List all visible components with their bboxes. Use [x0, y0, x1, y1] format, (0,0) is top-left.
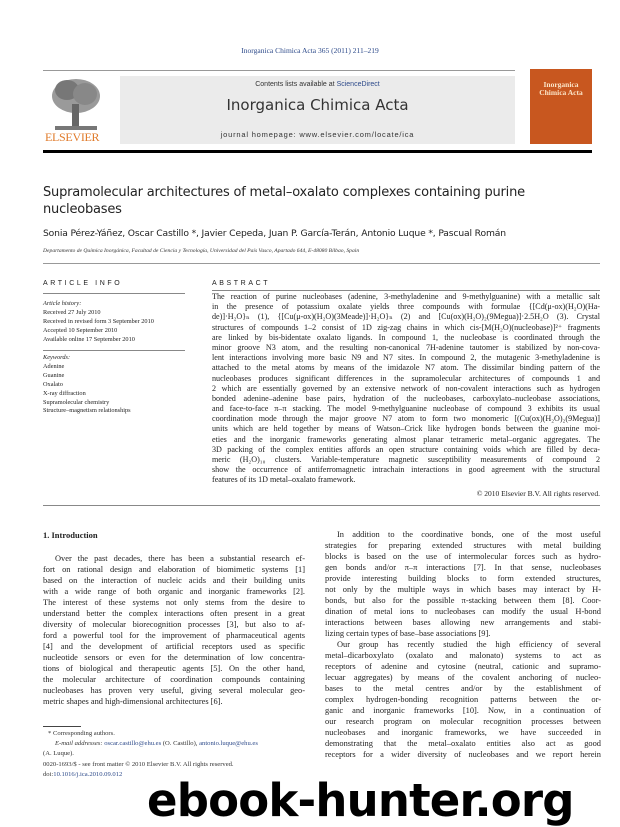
text-line: strategies for preparing extended structures with metal building [325, 541, 601, 550]
footnotes [43, 729, 305, 780]
text-line: complex hydrogen-bonding recognition patterns between the or- [325, 695, 601, 704]
history-label: Article history: [43, 300, 82, 307]
text-line: and face-to-face π–π stacking. The model 9-methylguanine nucleobase of compound 3 exhibits its usual [212, 404, 600, 414]
text-line: show the occurrence of antiferromagnetic intrachain interactions in good agreement with the structural [212, 465, 600, 475]
text-line: nucleobases has proven very useful, giving several molecular geo- [43, 686, 305, 695]
keyword: Guanine [43, 371, 65, 379]
text-line: 3D packing of the complex entities affords an open structure containing voids which are filled by deca- [212, 444, 600, 454]
text-line: The reaction of purine nucleobases (adenine, 3-methyladenine and 9-methylguanine) with a metallic salt [212, 292, 600, 301]
divider [212, 290, 600, 291]
front-matter: 0020-1693/$ - see front matter © 2010 Elsevier B.V. All rights reserved. [43, 761, 234, 768]
copyright: © 2010 Elsevier B.V. All rights reserved. [476, 489, 600, 498]
journal-reference: Inorganica Chimica Acta 365 (2011) 211–219 [241, 46, 379, 55]
text-line: In addition to the coordinative bonds, one of the most useful [337, 530, 601, 539]
text-line: interactions between bases allowing new arrangements and stabi- [325, 618, 601, 627]
text-line: metric shapes and high-dimensional architectures [6]. [43, 697, 223, 706]
journal-homepage[interactable]: journal homepage: www.elsevier.com/locate/ica [220, 130, 415, 139]
text-line: 2 which are essentially governed by an extensive network of non-covalent interactions such as hydrogen [212, 383, 600, 393]
text-line: bonded adenine–adenine base pairs, hydration of the nucleobases, carboxylato–nucleobase associations, [212, 393, 600, 403]
watermark: ebook-hunter.org [147, 774, 574, 827]
text-line: with a wide range of both organic and inorganic frameworks [2]. [43, 587, 305, 596]
sciencedirect-link[interactable]: ScienceDirect [336, 81, 380, 88]
text-line: fort on rational design and elaboration of biomimetic systems [1] [43, 565, 305, 574]
text-line: blocks is based on the use of intermolecular forces such as hydro- [325, 552, 601, 561]
keyword: Adenine [43, 362, 65, 370]
text-line: coordination mode through the major groove N7 atom to form two monomeric [(Cu(ox)(H₂O)₂(9Megua)] [212, 414, 600, 424]
text-line: demonstrating that the metal–oxalato entities also act as good [325, 739, 601, 748]
abstract-heading: ABSTRACT [212, 280, 271, 287]
divider [43, 263, 600, 264]
history-item: Accepted 10 September 2010 [43, 326, 118, 334]
intro-right-column [325, 529, 601, 760]
email-link[interactable]: oscar.castillo@ehu.es [104, 740, 162, 747]
text-line: lecuar aggregates) by means of the covalent anchoring of nucleo- [325, 673, 601, 682]
section-heading: 1. Introduction [43, 530, 98, 540]
text-line: The interest of these systems not only stems from the desire to [43, 598, 305, 607]
keywords [43, 354, 188, 416]
intro-left-column [43, 553, 305, 707]
text-line: Over the past decades, there has been a substantial research ef- [55, 554, 305, 563]
divider [43, 293, 185, 294]
text-line: diversity of molecular biorecognition processes [3], but also to af- [43, 620, 305, 629]
history-item: Received 27 July 2010 [43, 308, 101, 316]
author-list: Sonia Pérez-Yáñez, Oscar Castillo *, Javier Cepeda, Juan P. García-Terán, Antonio Luque *, Pascual Román [43, 228, 506, 239]
text-line: Our group has recently studied the high efficiency of several [337, 640, 601, 649]
text-line: receptors for a wider diversity of nucleobases and we report herein [325, 750, 601, 759]
text-line: lent interactions involving more basic N9 and N7 sites. In compound 2, the mutagenic 3-methyladenine is [212, 353, 600, 363]
article-title: Supramolecular architectures of metal–oxalato complexes containing purine nucleobases [43, 185, 525, 217]
affiliation: Departamento de Química Inorgánica, Facultad de Ciencia y Tecnología, Universidad del País Vasco, Apartado 644, E-48080 Bilbao, Spain [43, 248, 360, 254]
text-line: dination of metal ions to nucleobases can modify the usual H-bond [325, 607, 601, 616]
journal-cover [530, 69, 592, 144]
text-line: attached to the metal atoms by means of the imidazole N7 atom. The dissimilar binding pattern of the [212, 363, 600, 373]
divider [43, 505, 600, 506]
text-line: metal–dicarboxylato (oxalato and malonato) systems to act as [325, 651, 601, 660]
text-line: based on the interaction of nucleic acids and their building units [43, 576, 305, 585]
contents-prefix: Contents lists available at [255, 81, 337, 88]
text-line: ford a powerful tool for the improvement of pharmaceutical agents [43, 631, 305, 640]
keyword: Supramolecular chemistry [43, 398, 110, 406]
abstract-body [212, 292, 600, 486]
text-line: lizing certain types of base–base associations [9]. [325, 629, 491, 638]
text-line: eties and the inorganic frameworks generating almost planar tetrameric metal–organic aggregates. The [212, 434, 600, 444]
doi-prefix: doi: [43, 771, 54, 778]
footnote-divider [43, 726, 81, 727]
elsevier-logo-text: ELSEVIER [45, 130, 100, 144]
text-line: receptors of adenine and cytosine (neutral, cationic and supramo- [325, 662, 601, 671]
divider [43, 350, 185, 351]
text-line: structures of compounds 1–2 consist of 1D zig-zag chains in which cis-[M(H₂O)(nucleobase)]²⁺ fragments [212, 322, 600, 332]
keyword: Oxalato [43, 380, 63, 388]
text-line: gen bonds and/or π–π interactions [7]. In that sense, nucleobases [325, 563, 601, 572]
text-line: nucleobases produces significant differences in the supramolecular architectures of compounds 1 and [212, 373, 600, 383]
text-line: the molecular architecture of coordination compounds containing [43, 675, 305, 684]
text-line: nucleobases and inorganic frameworks, we have succeeded in [325, 728, 601, 737]
text-line: understand better the complex interactions often present in a great [43, 609, 305, 618]
email-label: E-mail addresses: [55, 740, 105, 747]
article-info-heading: ARTICLE INFO [43, 280, 123, 287]
doi-link[interactable]: 10.1016/j.ica.2010.09.012 [53, 771, 123, 778]
keyword: X-ray diffraction [43, 389, 86, 397]
cover-title: Inorganica Chimica Acta [539, 80, 583, 97]
keyword: Structure–magnetism relationships [43, 407, 131, 415]
journal-name: Inorganica Chimica Acta [226, 96, 409, 114]
text-line: minor groove N3 atom, and the resulting non-canonical 7H-adenine tautomer is stabilized by non-cova- [212, 342, 600, 352]
email-line [43, 739, 305, 749]
text-line: are linked by bis-bidentate oxalato ligands. In compound 1, the nucleobase is coordinated through the [212, 332, 600, 342]
corresponding-note: * Corresponding authors. [48, 730, 115, 737]
text-line: in the presence of potassium oxalate yields three compounds with formulae {[Cd(μ-ox)(H₂O)(Ha- [212, 302, 600, 312]
article-history [43, 300, 188, 345]
contents-line [120, 80, 515, 89]
text-line: de)]·H₂O}ₙ (1), {[Cu(μ-ox)(H₂O)(3Meade)]·H₂O}ₙ (2) and [Cu(ox)(H₂O)₂(9Megua)]·2.5H₂O (3). Crystal [212, 312, 600, 322]
elsevier-tree-logo [45, 76, 107, 132]
email-link[interactable]: antonio.luque@ehu.es [199, 740, 258, 747]
text-line: nucleotide sensors or even for the determination of low concentra- [43, 653, 305, 662]
text-line: units which are held together by means of Watson–Crick like hydrogen bonds between the guanine moi- [212, 424, 600, 434]
text-line: meric (H₂O)₁₀ clusters. Variable-temperature magnetic susceptibility measurements of compound 2 [212, 455, 600, 464]
history-item: Received in revised form 3 September 2010 [43, 317, 154, 325]
text-line: provide interesting building blocks to form extended structures, [325, 574, 601, 583]
text-line: features of its 1D metal–oxalato framework. [212, 475, 356, 485]
email-owner: (O. Castillo), [161, 740, 200, 747]
text-line: bases to the metal centres and/or by the establishment of [325, 684, 601, 693]
text-line: bonds, but also for the possible π-stacking between them [8]. Coor- [325, 596, 601, 605]
text-line: our research program on molecular recognition processes between [325, 717, 601, 726]
keywords-label: Keywords: [43, 354, 71, 361]
text-line: not only by the multiple ways in which bases may interact by H- [325, 585, 601, 594]
email-owner: (A. Luque). [43, 750, 74, 757]
text-line: tions of biological and therapeutic agents [5]. On the other hand, [43, 664, 305, 673]
divider [43, 150, 592, 153]
divider [43, 70, 515, 71]
text-line: [4] and the development of artificial receptors used as specific [43, 642, 305, 651]
text-line: ganic and inorganic frameworks [10]. Now, in a continuation of [325, 706, 601, 715]
history-item: Available online 17 September 2010 [43, 335, 135, 343]
